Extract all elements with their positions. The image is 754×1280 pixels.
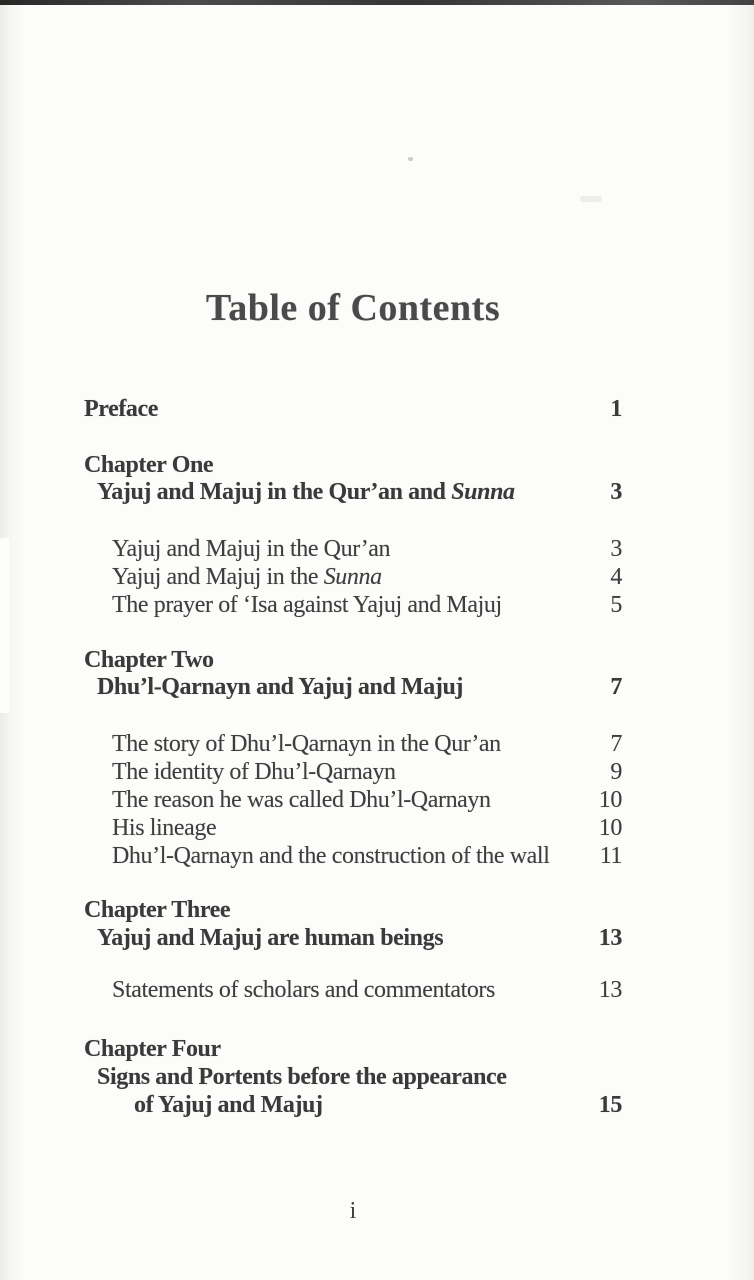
toc-entry-page: 4 [610,564,622,590]
page-title: Table of Contents [205,287,501,329]
toc-chapter-one-title [84,478,622,506]
scan-top-edge-artifact [0,0,754,5]
toc-chapter-three-label [84,896,622,924]
toc-entry-label: Statements of scholars and commentators [112,977,495,1003]
toc-entry-label [84,563,382,591]
toc-entry-page: 10 [598,787,622,813]
toc-entry [84,563,622,591]
toc-entry-label [84,478,515,506]
toc-entry-label: Yajuj and Majuj are human beings [97,925,444,951]
toc-chapter-two-title [84,673,622,701]
scan-speck-artifact [408,157,413,161]
toc-entry-label: The story of Dhu’l-Qarnayn in the Qur’an [112,731,501,757]
toc-entry-label: Yajuj and Majuj in the Qur’an [112,536,391,562]
toc-entry-label: Preface [84,396,159,422]
toc-entry [84,730,622,758]
toc-entry-label: The reason he was called Dhu’l-Qarnayn [112,787,491,813]
toc-entry-label-text: Yajuj and Majuj in the Qur’an and [97,479,452,505]
toc-entry-preface [84,395,622,423]
toc-chapter-three-title [84,924,622,952]
toc-chapter-four-label [84,1035,622,1063]
toc-entry [84,842,622,870]
toc-entry-page: 9 [610,759,622,785]
toc-entry-page: 3 [610,536,622,562]
toc-entry-label: His lineage [112,815,217,841]
toc-entry-page: 13 [598,977,622,1003]
folio-page-number: i [349,1198,357,1224]
toc-entry-label: Signs and Portents before the appearance [97,1064,507,1090]
toc-entry-label: Dhu’l-Qarnayn and Yajuj and Majuj [97,674,463,700]
toc-entry-label-italic: Sunna [451,479,515,505]
toc-entry [84,535,622,563]
toc-chapter-four-title-line2 [84,1091,622,1119]
toc-entry-page: 10 [598,815,622,841]
toc-entry-label: Chapter Two [84,647,214,673]
toc-entry-label: of Yajuj and Majuj [134,1092,323,1118]
toc-entry-label: Chapter Three [84,897,231,923]
scan-smudge-artifact [580,196,602,202]
toc-entry-label: Chapter One [84,452,214,478]
toc-entry-page: 11 [599,843,622,869]
toc-entry-label-italic: Sunna [323,564,382,590]
toc-entry-page: 7 [610,674,622,700]
toc-entry-page: 1 [610,396,622,422]
toc-entry [84,814,622,842]
toc-entry-page: 13 [598,925,622,951]
toc-chapter-one-label [84,451,622,479]
toc-entry-page: 5 [610,592,622,618]
toc-entry-label: Dhu’l-Qarnayn and the construction of the wall [112,843,550,869]
toc-chapter-four-title-line1 [84,1063,622,1091]
toc-chapter-two-label [84,646,622,674]
toc-entry-label: Chapter Four [84,1036,221,1062]
toc-entry-page: 3 [610,479,622,505]
toc-entry [84,976,622,1004]
toc-entry [84,786,622,814]
scan-left-edge-artifact [0,538,9,713]
toc-entry-label-text: Yajuj and Majuj in the [112,564,324,590]
toc-entry-label: The prayer of ‘Isa against Yajuj and Majuj [112,592,502,618]
toc-entry-page: 7 [610,731,622,757]
toc-entry [84,758,622,786]
toc-entry [84,591,622,619]
toc-entry-page: 15 [598,1092,622,1118]
toc-entry-label: The identity of Dhu’l-Qarnayn [112,759,396,785]
